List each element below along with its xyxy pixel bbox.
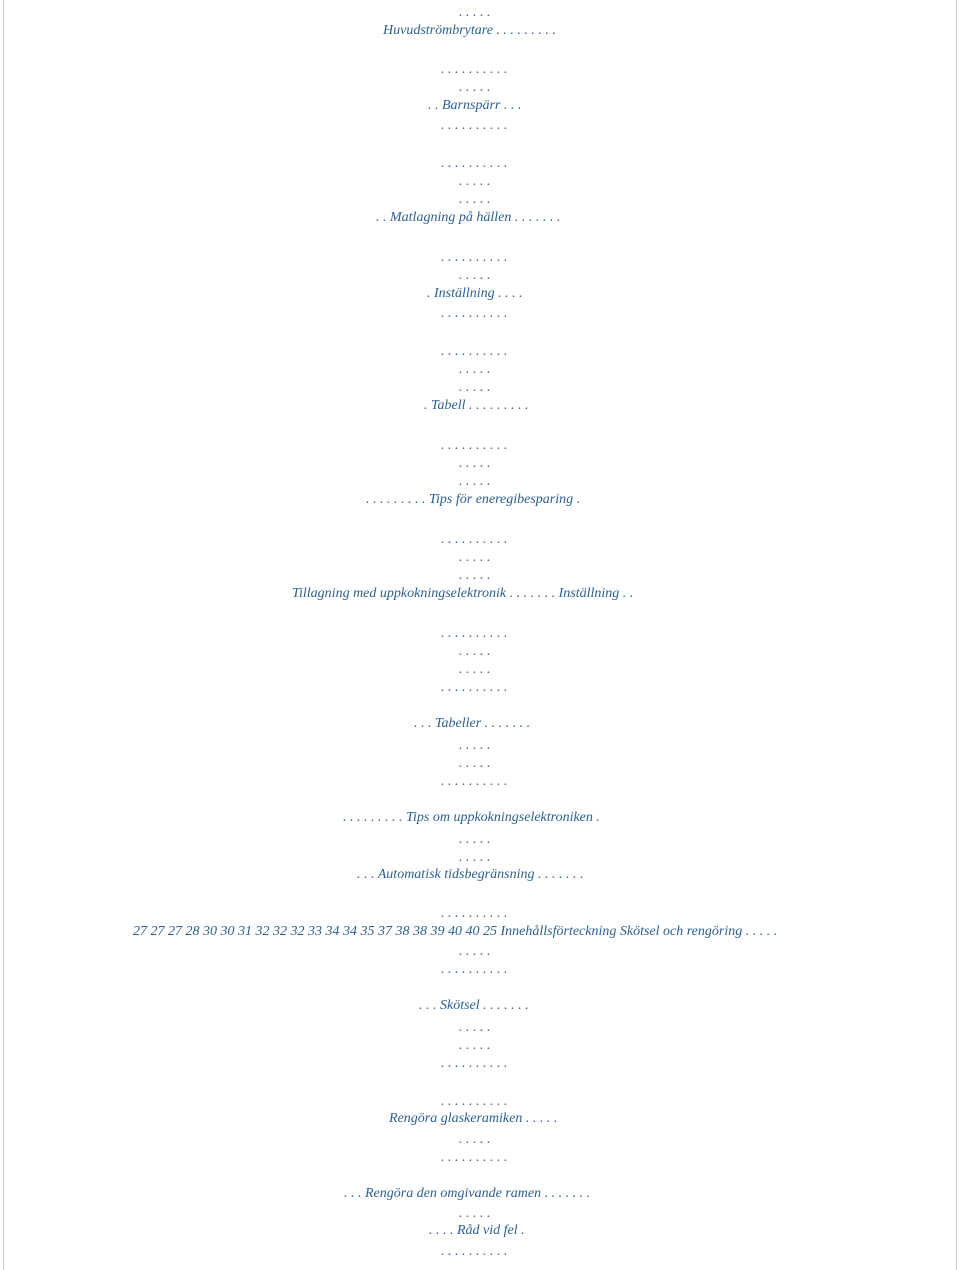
toc-line: . . . . . . . . . . (441, 1056, 508, 1071)
toc-line: . . . . . (459, 944, 491, 959)
toc-line: . . . . . (459, 192, 491, 207)
toc-entry-automatisk-tidsbegransning[interactable]: . . . Automatisk tidsbegränsning . . . . . . . (357, 867, 584, 882)
toc-line: . . . . . (459, 738, 491, 753)
toc-entry-huvudstrombrytare[interactable]: Huvudströmbrytare . . . . . . . . . (383, 23, 556, 38)
toc-line: . . . . . (459, 268, 491, 283)
toc-line: . . . . . (459, 474, 491, 489)
toc-line: . . . . . (459, 850, 491, 865)
toc-entry-tillagning-med-uppkokningselektronik[interactable]: Tillagning med uppkokningselektronik . . . . . . . Inställning . . (292, 586, 634, 601)
toc-entry-tips-om-uppkokningselektroniken[interactable]: . . . . . . . . . Tips om uppkokningselektroniken . (343, 810, 600, 825)
toc-line: . . . . . (459, 380, 491, 395)
toc-line: . . . . . . . . . . (441, 680, 508, 695)
toc-entry-rengora-den-omgivande-ramen[interactable]: . . . Rengöra den omgivande ramen . . . . . . . (344, 1186, 591, 1201)
toc-entry-tips-for-energibesparing[interactable]: . . . . . . . . . Tips för eneregibesparing . (366, 492, 581, 507)
toc-line: . . . . . . . . . . (441, 1150, 508, 1165)
toc-line: . . . . . . . . . . (441, 1094, 508, 1109)
toc-line: . . . . . . . . . . (441, 344, 508, 359)
toc-line: . . . . . (459, 5, 491, 20)
toc-line: . . . . . (459, 80, 491, 95)
toc-entry-barnsparr[interactable]: . . Barnspärr . . . (428, 98, 522, 113)
toc-line: . . . . . . . . . . (441, 626, 508, 641)
toc-line: . . . . . . . . . . (441, 906, 508, 921)
toc-entry-installning[interactable]: . Inställning . . . . (427, 286, 523, 301)
toc-entry-skotsel[interactable]: . . . Skötsel . . . . . . . (419, 998, 529, 1013)
toc-line: . . . . . . . . . . (441, 62, 508, 77)
toc-line: . . . . . (459, 174, 491, 189)
page-edge-right (956, 0, 957, 1270)
toc-entry-tabeller[interactable]: . . . Tabeller . . . . . . . (414, 716, 531, 731)
toc-line: . . . . . (459, 1132, 491, 1147)
toc-line: . . . . . . . . . . (441, 306, 508, 321)
toc-line: . . . . . (459, 644, 491, 659)
toc-line: . . . . . . . . . . (441, 156, 508, 171)
toc-line: . . . . . (459, 1206, 491, 1221)
toc-page-numbers-and-heading: 27 27 27 28 30 30 31 32 32 32 33 34 34 35 37 38 38 39 40 40 25 Innehållsförteckning Skötsel och rengöring . . . . . (133, 924, 778, 939)
toc-entry-matlagning-pa-hallen[interactable]: . . Matlagning på hällen . . . . . . . (376, 210, 561, 225)
page-edge-left (3, 0, 4, 1270)
toc-line: . . . . . . . . . . (441, 1244, 508, 1259)
toc-line: . . . . . . . . . . (441, 532, 508, 547)
toc-entry-rengora-glaskeramiken[interactable]: Rengöra glaskeramiken . . . . . (389, 1111, 558, 1126)
toc-line: . . . . . (459, 1020, 491, 1035)
toc-entry-rad-vid-fel[interactable]: . . . . Råd vid fel . (429, 1223, 525, 1238)
toc-line: . . . . . (459, 550, 491, 565)
toc-line: . . . . . (459, 568, 491, 583)
toc-line: . . . . . (459, 662, 491, 677)
toc-line: . . . . . . . . . . (441, 774, 508, 789)
toc-line: . . . . . (459, 362, 491, 377)
toc-line: . . . . . (459, 756, 491, 771)
toc-line: . . . . . (459, 456, 491, 471)
toc-line: . . . . . . . . . . (441, 118, 508, 133)
toc-line: . . . . . . . . . . (441, 250, 508, 265)
toc-line: . . . . . . . . . . (441, 962, 508, 977)
toc-entry-tabell[interactable]: . Tabell . . . . . . . . . (424, 398, 529, 413)
toc-line: . . . . . (459, 832, 491, 847)
toc-line: . . . . . . . . . . (441, 438, 508, 453)
toc-line: . . . . . (459, 1038, 491, 1053)
